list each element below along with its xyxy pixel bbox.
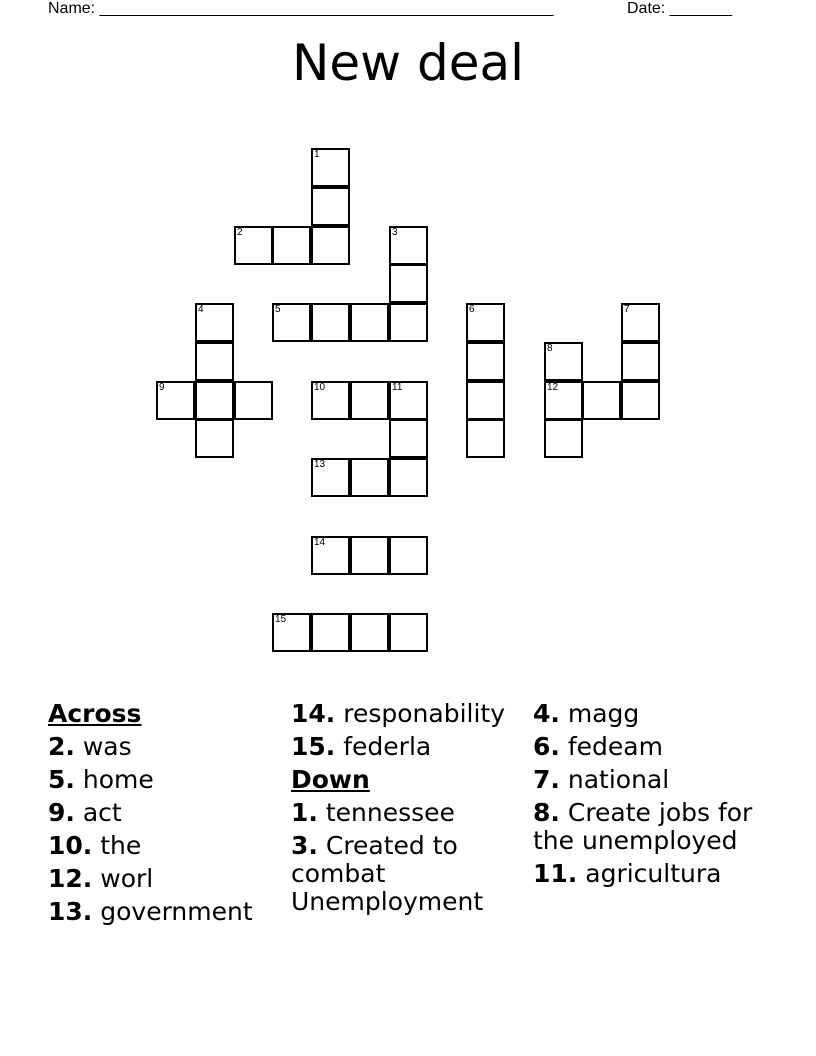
cell-number: 8 [547, 343, 553, 354]
cell-number: 3 [392, 227, 398, 238]
down-clue: 4. magg [533, 699, 640, 728]
crossword-cell[interactable] [621, 381, 660, 420]
crossword-cell[interactable] [311, 226, 350, 265]
across-clue: 10. the [48, 831, 142, 860]
name-field-label: Name: ___________________________________________________ [48, 0, 554, 17]
crossword-cell[interactable] [272, 303, 311, 342]
page-title: New deal [292, 34, 524, 92]
cell-number: 13 [314, 459, 326, 470]
crossword-cell[interactable] [195, 381, 234, 420]
clue-column-2 [291, 700, 523, 921]
down-heading: Down [291, 765, 370, 794]
crossword-cell[interactable] [195, 342, 234, 381]
crossword-cell[interactable] [234, 226, 273, 265]
cell-number: 2 [237, 227, 243, 238]
across-clue: 9. act [48, 798, 122, 827]
crossword-cell[interactable] [311, 613, 350, 652]
crossword-cell[interactable] [156, 381, 195, 420]
crossword-cell[interactable] [311, 381, 350, 420]
down-clue: 3. Created to combat Unemployment [291, 831, 484, 916]
down-clue: 7. national [533, 765, 670, 794]
across-heading: Across [48, 699, 142, 728]
across-clue: 12. worl [48, 864, 154, 893]
cell-number: 7 [624, 304, 630, 315]
down-clue: 8. Create jobs for the unemployed [533, 798, 753, 855]
crossword-cell[interactable] [234, 381, 273, 420]
crossword-cell[interactable] [389, 458, 428, 497]
crossword-cell[interactable] [389, 381, 428, 420]
crossword-cell[interactable] [311, 303, 350, 342]
crossword-cell[interactable] [350, 303, 389, 342]
crossword-cell[interactable] [466, 419, 505, 458]
crossword-cell[interactable] [544, 342, 583, 381]
crossword-cell[interactable] [389, 419, 428, 458]
cell-number: 5 [275, 304, 281, 315]
down-clue: 1. tennessee [291, 798, 455, 827]
down-clue: 11. agricultura [533, 859, 722, 888]
across-clue: 15. federla [291, 732, 432, 761]
crossword-cell[interactable] [311, 458, 350, 497]
crossword-cell[interactable] [195, 419, 234, 458]
crossword-cell[interactable] [466, 342, 505, 381]
crossword-cell[interactable] [311, 148, 350, 187]
crossword-cell[interactable] [272, 226, 311, 265]
crossword-cell[interactable] [311, 536, 350, 575]
crossword-cell[interactable] [272, 613, 311, 652]
cell-number: 9 [159, 382, 165, 393]
across-clue: 14. responability [291, 699, 506, 728]
date-field-label: Date: _______ [627, 0, 732, 17]
crossword-cell[interactable] [311, 187, 350, 226]
cell-number: 12 [547, 382, 559, 393]
crossword-cell[interactable] [466, 303, 505, 342]
across-clue: 5. home [48, 765, 154, 794]
crossword-cell[interactable] [466, 381, 505, 420]
crossword-cell[interactable] [621, 303, 660, 342]
crossword-cell[interactable] [350, 381, 389, 420]
cell-number: 4 [198, 304, 204, 315]
crossword-cell[interactable] [389, 536, 428, 575]
crossword-cell[interactable] [544, 381, 583, 420]
cell-number: 14 [314, 537, 326, 548]
crossword-cell[interactable] [621, 342, 660, 381]
crossword-cell[interactable] [350, 536, 389, 575]
crossword-cell[interactable] [582, 381, 621, 420]
across-clue: 13. government [48, 897, 253, 926]
crossword-cell[interactable] [350, 613, 389, 652]
crossword-cell[interactable] [389, 264, 428, 303]
cell-number: 1 [314, 149, 320, 160]
down-clue: 6. fedeam [533, 732, 663, 761]
cell-number: 6 [469, 304, 475, 315]
crossword-cell[interactable] [350, 458, 389, 497]
clue-column-1 [48, 700, 280, 931]
clue-column-3 [533, 700, 773, 893]
crossword-cell[interactable] [389, 226, 428, 265]
crossword-cell[interactable] [389, 613, 428, 652]
cell-number: 10 [314, 382, 326, 393]
crossword-cell[interactable] [389, 303, 428, 342]
across-clue: 2. was [48, 732, 132, 761]
cell-number: 15 [275, 614, 287, 625]
crossword-cell[interactable] [195, 303, 234, 342]
crossword-cell[interactable] [544, 419, 583, 458]
cell-number: 11 [392, 382, 403, 393]
